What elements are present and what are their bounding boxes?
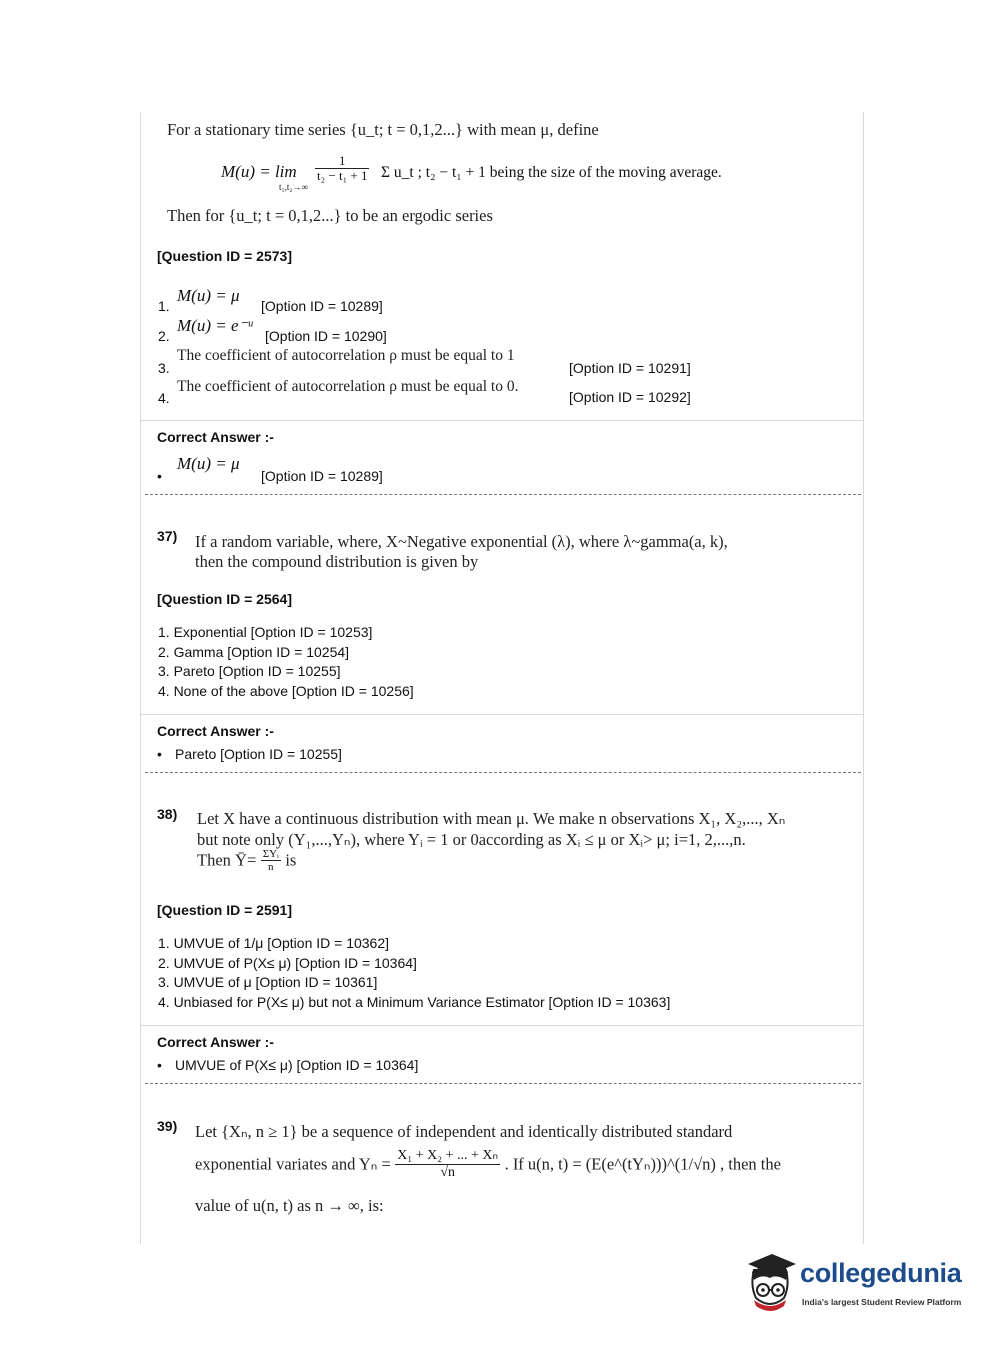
q37-option-3: 3. Pareto [Option ID = 10255] <box>158 663 341 679</box>
q36-formula-fraction <box>315 154 369 183</box>
divider <box>141 1025 863 1026</box>
logo-name: collegedunia <box>800 1258 962 1288</box>
q36-frac-num: 1 <box>315 154 369 169</box>
logo-tagline: India's largest Student Review Platform <box>802 1297 962 1307</box>
q36-option-2-math: M(u) = e⁻ᵘ <box>177 316 253 335</box>
q39-frac-den: √n <box>440 1165 456 1180</box>
collegedunia-logo[interactable] <box>740 1250 972 1320</box>
q36-option-2-num: 2. <box>158 328 170 344</box>
q38-option-4: 4. Unbiased for P(X≤ μ) but not a Minimum Variance Estimator [Option ID = 10363] <box>158 994 671 1010</box>
question-separator <box>145 772 861 773</box>
q36-correct-id: [Option ID = 10289] <box>261 468 383 484</box>
mascot-icon <box>740 1250 800 1316</box>
q38-text-line1: Let X have a continuous distribution with mean μ. We make n observations X₁, X₂,..., Xₙ <box>197 809 786 828</box>
question-separator <box>145 494 861 495</box>
q36-option-3-num: 3. <box>158 360 170 376</box>
q37-option-2: 2. Gamma [Option ID = 10254] <box>158 644 350 660</box>
q36-option-4-num: 4. <box>158 390 170 406</box>
q39-fraction <box>395 1148 500 1181</box>
q38-question-id: [Question ID = 2591] <box>157 902 292 918</box>
q38-correct-label: Correct Answer :- <box>157 1034 274 1050</box>
q36-correct-math: M(u) = μ <box>177 454 240 473</box>
q36-option-4-text: The coefficient of autocorrelation ρ must be equal to 0. <box>177 378 519 395</box>
q38-correct: UMVUE of P(X≤ μ) [Option ID = 10364] <box>175 1057 419 1073</box>
bullet: • <box>157 1057 162 1073</box>
q37-option-4: 4. None of the above [Option ID = 10256] <box>158 683 414 699</box>
q38-number: 38) <box>157 806 178 822</box>
q36-option-1-id: [Option ID = 10289] <box>261 298 383 314</box>
q37-option-1: 1. Exponential [Option ID = 10253] <box>158 624 373 640</box>
q36-intro: For a stationary time series {u_t; t = 0,1,2...} with mean μ, define <box>167 120 599 139</box>
q36-option-4-id: [Option ID = 10292] <box>569 389 691 405</box>
q37-correct: Pareto [Option ID = 10255] <box>175 746 342 762</box>
q37-number: 37) <box>157 528 178 544</box>
q36-question-id: [Question ID = 2573] <box>157 248 292 264</box>
q38-option-1: 1. UMVUE of 1/μ [Option ID = 10362] <box>158 935 390 951</box>
q39-number: 39) <box>157 1118 178 1134</box>
q37-text-line2: then the compound distribution is given by <box>195 552 479 571</box>
q39-text-line3: value of u(n, t) as n → ∞, is: <box>195 1196 384 1215</box>
q36-option-3-text: The coefficient of autocorrelation ρ must be equal to 1 <box>177 347 515 364</box>
document-page <box>140 112 864 1244</box>
q36-correct-label: Correct Answer :- <box>157 429 274 445</box>
q37-text-line1: If a random variable, where, X~Negative exponential (λ), where λ~gamma(a, k), <box>195 532 728 551</box>
q36-frac-den: t₂ − t₁ + 1 <box>317 168 368 183</box>
q37-correct-label: Correct Answer :- <box>157 723 274 739</box>
q38-frac-num: ΣYᵢ <box>262 848 279 860</box>
bullet: • <box>157 746 162 762</box>
divider <box>141 420 863 421</box>
q36-option-1-math: M(u) = μ <box>177 286 240 305</box>
q36-formula-sum: Σ u_t ; t₂ − t₁ + 1 being the size of the moving average. <box>381 164 722 181</box>
q36-option-1-num: 1. <box>158 298 170 314</box>
q39-text-line2 <box>195 1148 781 1181</box>
q39-text-line1: Let {Xₙ, n ≥ 1} be a sequence of independent and identically distributed standard <box>195 1122 733 1141</box>
q38-text-line3 <box>197 848 296 873</box>
q38-text-line2: but note only (Y₁,...,Yₙ), where Yᵢ = 1 or 0according as Xᵢ ≤ μ or Xᵢ> μ; i=1, 2,...,n. <box>197 830 746 849</box>
q36-option-3-id: [Option ID = 10291] <box>569 360 691 376</box>
q36-then-text: Then for {u_t; t = 0,1,2...} to be an ergodic series <box>167 206 493 225</box>
q36-formula-lhs: M(u) = lim <box>221 162 297 181</box>
q36-formula-limit: t₁,t₂→∞ <box>279 182 308 192</box>
q38-is: is <box>285 850 297 870</box>
q39-frac-num: X₁ + X₂ + ... + Xₙ <box>397 1148 499 1163</box>
q39-line2-b: . If u(n, t) = (E(e^(tYₙ)))^(1/√n) , then the <box>504 1154 781 1174</box>
q38-option-2: 2. UMVUE of P(X≤ μ) [Option ID = 10364] <box>158 955 417 971</box>
q38-frac-den: n <box>268 861 274 873</box>
question-separator <box>145 1083 861 1084</box>
divider <box>141 714 863 715</box>
q38-then: Then Ȳ= <box>197 850 257 870</box>
q38-option-3: 3. UMVUE of μ [Option ID = 10361] <box>158 974 378 990</box>
bullet: • <box>157 468 162 484</box>
q39-line2-a: exponential variates and Yₙ = <box>195 1154 391 1174</box>
q38-fraction <box>261 848 281 873</box>
q36-option-2-id: [Option ID = 10290] <box>265 328 387 344</box>
q37-question-id: [Question ID = 2564] <box>157 591 292 607</box>
